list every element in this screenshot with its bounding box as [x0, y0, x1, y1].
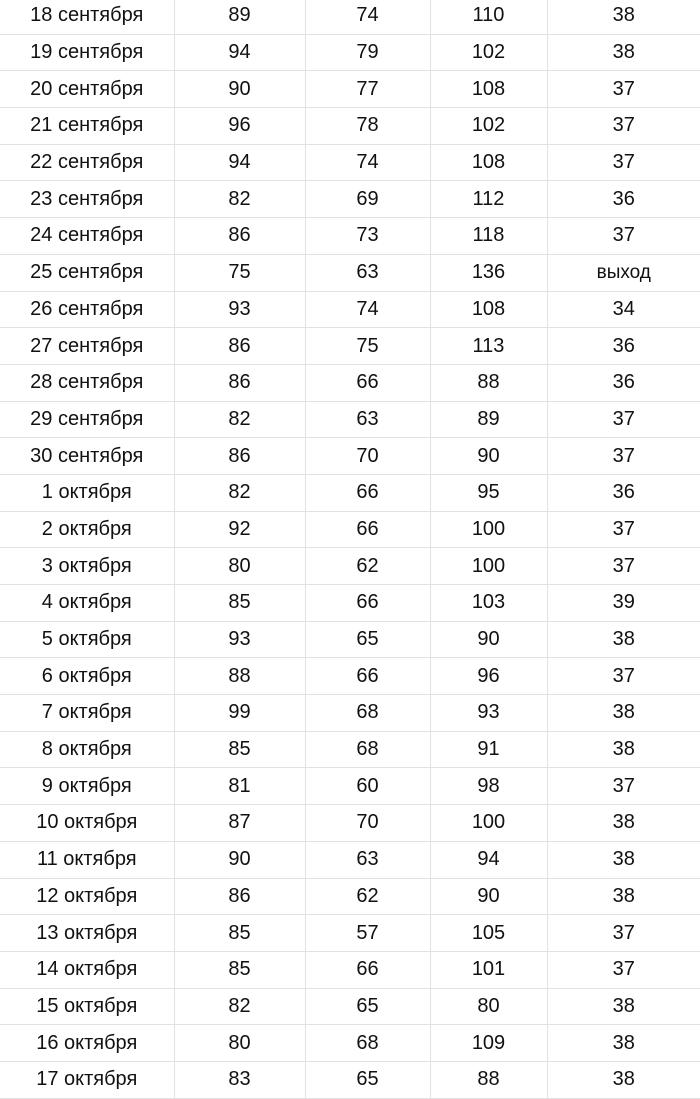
value-3-cell[interactable]: 91	[430, 731, 547, 768]
value-3-cell[interactable]: 95	[430, 474, 547, 511]
value-3-cell[interactable]: 89	[430, 401, 547, 438]
date-cell[interactable]: 10 октября	[0, 805, 174, 842]
table-row	[0, 34, 700, 71]
table-row	[0, 511, 700, 548]
value-2-cell[interactable]: 57	[305, 915, 430, 952]
table-row	[0, 915, 700, 952]
value-1-cell[interactable]: 96	[174, 108, 305, 145]
date-cell[interactable]: 15 октября	[0, 988, 174, 1025]
value-4-cell[interactable]: 38	[547, 805, 700, 842]
value-2-cell[interactable]: 79	[305, 34, 430, 71]
value-2-cell[interactable]: 65	[305, 988, 430, 1025]
value-4-cell[interactable]: 37	[547, 144, 700, 181]
value-4-cell[interactable]: 37	[547, 768, 700, 805]
value-2-cell[interactable]: 66	[305, 511, 430, 548]
value-3-cell[interactable]: 110	[430, 0, 547, 34]
value-2-cell[interactable]: 70	[305, 438, 430, 475]
value-3-cell[interactable]: 88	[430, 1061, 547, 1098]
value-4-cell[interactable]: 36	[547, 364, 700, 401]
date-cell[interactable]: 5 октября	[0, 621, 174, 658]
value-3-cell[interactable]: 113	[430, 328, 547, 365]
value-2-cell[interactable]: 75	[305, 328, 430, 365]
value-1-cell[interactable]: 82	[174, 988, 305, 1025]
value-3-cell[interactable]: 108	[430, 144, 547, 181]
table-row	[0, 988, 700, 1025]
table-row	[0, 1061, 700, 1098]
table-row	[0, 768, 700, 805]
table-row	[0, 951, 700, 988]
value-1-cell[interactable]: 90	[174, 71, 305, 108]
date-cell[interactable]: 29 сентября	[0, 401, 174, 438]
value-2-cell[interactable]: 66	[305, 951, 430, 988]
value-3-cell[interactable]: 102	[430, 34, 547, 71]
value-1-cell[interactable]: 88	[174, 658, 305, 695]
value-1-cell[interactable]: 85	[174, 585, 305, 622]
value-1-cell[interactable]: 86	[174, 878, 305, 915]
value-4-cell[interactable]: 38	[547, 1025, 700, 1062]
table-row	[0, 401, 700, 438]
value-2-cell[interactable]: 62	[305, 548, 430, 585]
value-4-cell[interactable]: 38	[547, 0, 700, 34]
value-3-cell[interactable]: 80	[430, 988, 547, 1025]
value-4-cell[interactable]: 37	[547, 71, 700, 108]
value-4-cell[interactable]: 38	[547, 841, 700, 878]
date-cell[interactable]: 13 октября	[0, 915, 174, 952]
table-row	[0, 254, 700, 291]
value-3-cell[interactable]: 118	[430, 218, 547, 255]
date-cell[interactable]: 3 октября	[0, 548, 174, 585]
table-row	[0, 291, 700, 328]
value-3-cell[interactable]: 101	[430, 951, 547, 988]
date-cell[interactable]: 8 октября	[0, 731, 174, 768]
value-4-cell[interactable]: 38	[547, 695, 700, 732]
value-1-cell[interactable]: 94	[174, 144, 305, 181]
value-2-cell[interactable]: 74	[305, 0, 430, 34]
value-4-cell[interactable]: 37	[547, 218, 700, 255]
table-row	[0, 731, 700, 768]
table-row	[0, 328, 700, 365]
value-4-cell[interactable]: 38	[547, 34, 700, 71]
value-2-cell[interactable]: 68	[305, 695, 430, 732]
value-4-cell[interactable]: 37	[547, 108, 700, 145]
value-1-cell[interactable]: 85	[174, 915, 305, 952]
date-cell[interactable]: 26 сентября	[0, 291, 174, 328]
value-2-cell[interactable]: 74	[305, 144, 430, 181]
value-1-cell[interactable]: 83	[174, 1061, 305, 1098]
value-3-cell[interactable]: 90	[430, 438, 547, 475]
table-row	[0, 585, 700, 622]
value-3-cell[interactable]: 103	[430, 585, 547, 622]
value-1-cell[interactable]: 82	[174, 401, 305, 438]
table-row	[0, 805, 700, 842]
value-4-cell[interactable]: 38	[547, 1061, 700, 1098]
table-row	[0, 181, 700, 218]
value-4-cell[interactable]: 37	[547, 438, 700, 475]
date-cell[interactable]: 16 октября	[0, 1025, 174, 1062]
table-row	[0, 144, 700, 181]
value-1-cell[interactable]: 75	[174, 254, 305, 291]
value-3-cell[interactable]: 105	[430, 915, 547, 952]
table-row	[0, 841, 700, 878]
value-3-cell[interactable]: 90	[430, 621, 547, 658]
date-cell[interactable]: 18 сентября	[0, 0, 174, 34]
value-1-cell[interactable]: 86	[174, 438, 305, 475]
value-1-cell[interactable]: 94	[174, 34, 305, 71]
value-4-cell[interactable]: 39	[547, 585, 700, 622]
value-4-cell[interactable]: 38	[547, 878, 700, 915]
value-4-cell[interactable]: 38	[547, 621, 700, 658]
value-2-cell[interactable]: 63	[305, 254, 430, 291]
date-cell[interactable]: 21 сентября	[0, 108, 174, 145]
date-cell[interactable]: 9 октября	[0, 768, 174, 805]
table-row	[0, 71, 700, 108]
table-row	[0, 218, 700, 255]
value-2-cell[interactable]: 74	[305, 291, 430, 328]
value-2-cell[interactable]: 62	[305, 878, 430, 915]
value-4-cell[interactable]: 38	[547, 731, 700, 768]
value-1-cell[interactable]: 86	[174, 218, 305, 255]
table-row	[0, 0, 700, 34]
value-3-cell[interactable]: 100	[430, 805, 547, 842]
value-1-cell[interactable]: 80	[174, 1025, 305, 1062]
value-4-cell[interactable]: 37	[547, 915, 700, 952]
value-2-cell[interactable]: 73	[305, 218, 430, 255]
value-2-cell[interactable]: 63	[305, 401, 430, 438]
value-1-cell[interactable]: 80	[174, 548, 305, 585]
date-cell[interactable]: 23 сентября	[0, 181, 174, 218]
date-cell[interactable]: 28 сентября	[0, 364, 174, 401]
value-2-cell[interactable]: 65	[305, 1061, 430, 1098]
table-row	[0, 658, 700, 695]
value-3-cell[interactable]: 108	[430, 291, 547, 328]
date-cell[interactable]: 11 октября	[0, 841, 174, 878]
value-3-cell[interactable]: 90	[430, 878, 547, 915]
value-1-cell[interactable]: 86	[174, 328, 305, 365]
value-3-cell[interactable]: 136	[430, 254, 547, 291]
value-2-cell[interactable]: 68	[305, 731, 430, 768]
value-1-cell[interactable]: 93	[174, 621, 305, 658]
value-1-cell[interactable]: 90	[174, 841, 305, 878]
value-4-cell[interactable]: выход	[547, 254, 700, 291]
value-4-cell[interactable]: 36	[547, 181, 700, 218]
table-row	[0, 621, 700, 658]
value-1-cell[interactable]: 81	[174, 768, 305, 805]
table-row	[0, 438, 700, 475]
date-cell[interactable]: 2 октября	[0, 511, 174, 548]
value-1-cell[interactable]: 93	[174, 291, 305, 328]
table-row	[0, 695, 700, 732]
value-3-cell[interactable]: 108	[430, 71, 547, 108]
value-4-cell[interactable]: 37	[547, 548, 700, 585]
value-1-cell[interactable]: 86	[174, 364, 305, 401]
date-cell[interactable]: 7 октября	[0, 695, 174, 732]
value-4-cell[interactable]: 37	[547, 511, 700, 548]
value-2-cell[interactable]: 78	[305, 108, 430, 145]
value-4-cell[interactable]: 37	[547, 401, 700, 438]
table-row	[0, 364, 700, 401]
table-row	[0, 548, 700, 585]
value-3-cell[interactable]: 102	[430, 108, 547, 145]
value-1-cell[interactable]: 85	[174, 731, 305, 768]
table-row	[0, 878, 700, 915]
date-cell[interactable]: 4 октября	[0, 585, 174, 622]
date-cell[interactable]: 19 сентября	[0, 34, 174, 71]
date-cell[interactable]: 14 октября	[0, 951, 174, 988]
value-4-cell[interactable]: 38	[547, 988, 700, 1025]
value-1-cell[interactable]: 82	[174, 181, 305, 218]
date-cell[interactable]: 22 сентября	[0, 144, 174, 181]
table-row	[0, 474, 700, 511]
value-4-cell[interactable]: 34	[547, 291, 700, 328]
value-2-cell[interactable]: 66	[305, 658, 430, 695]
value-3-cell[interactable]: 98	[430, 768, 547, 805]
value-1-cell[interactable]: 85	[174, 951, 305, 988]
value-2-cell[interactable]: 63	[305, 841, 430, 878]
value-1-cell[interactable]: 87	[174, 805, 305, 842]
date-cell[interactable]: 30 сентября	[0, 438, 174, 475]
table-row	[0, 1025, 700, 1062]
value-3-cell[interactable]: 112	[430, 181, 547, 218]
date-cell[interactable]: 20 сентября	[0, 71, 174, 108]
value-1-cell[interactable]: 82	[174, 474, 305, 511]
value-1-cell[interactable]: 89	[174, 0, 305, 34]
value-4-cell[interactable]: 36	[547, 328, 700, 365]
value-2-cell[interactable]: 66	[305, 364, 430, 401]
date-cell[interactable]: 27 сентября	[0, 328, 174, 365]
value-1-cell[interactable]: 92	[174, 511, 305, 548]
value-4-cell[interactable]: 37	[547, 951, 700, 988]
value-2-cell[interactable]: 66	[305, 474, 430, 511]
date-cell[interactable]: 1 октября	[0, 474, 174, 511]
value-3-cell[interactable]: 88	[430, 364, 547, 401]
value-2-cell[interactable]: 69	[305, 181, 430, 218]
date-cell[interactable]: 24 сентября	[0, 218, 174, 255]
value-2-cell[interactable]: 77	[305, 71, 430, 108]
date-cell[interactable]: 25 сентября	[0, 254, 174, 291]
value-3-cell[interactable]: 94	[430, 841, 547, 878]
table-row	[0, 108, 700, 145]
value-4-cell[interactable]: 36	[547, 474, 700, 511]
value-3-cell[interactable]: 100	[430, 548, 547, 585]
value-2-cell[interactable]: 65	[305, 621, 430, 658]
value-2-cell[interactable]: 60	[305, 768, 430, 805]
value-2-cell[interactable]: 70	[305, 805, 430, 842]
value-2-cell[interactable]: 68	[305, 1025, 430, 1062]
value-3-cell[interactable]: 100	[430, 511, 547, 548]
value-3-cell[interactable]: 109	[430, 1025, 547, 1062]
value-1-cell[interactable]: 99	[174, 695, 305, 732]
value-3-cell[interactable]: 96	[430, 658, 547, 695]
value-4-cell[interactable]: 37	[547, 658, 700, 695]
date-cell[interactable]: 12 октября	[0, 878, 174, 915]
date-cell[interactable]: 17 октября	[0, 1061, 174, 1098]
value-3-cell[interactable]: 93	[430, 695, 547, 732]
date-cell[interactable]: 6 октября	[0, 658, 174, 695]
value-2-cell[interactable]: 66	[305, 585, 430, 622]
